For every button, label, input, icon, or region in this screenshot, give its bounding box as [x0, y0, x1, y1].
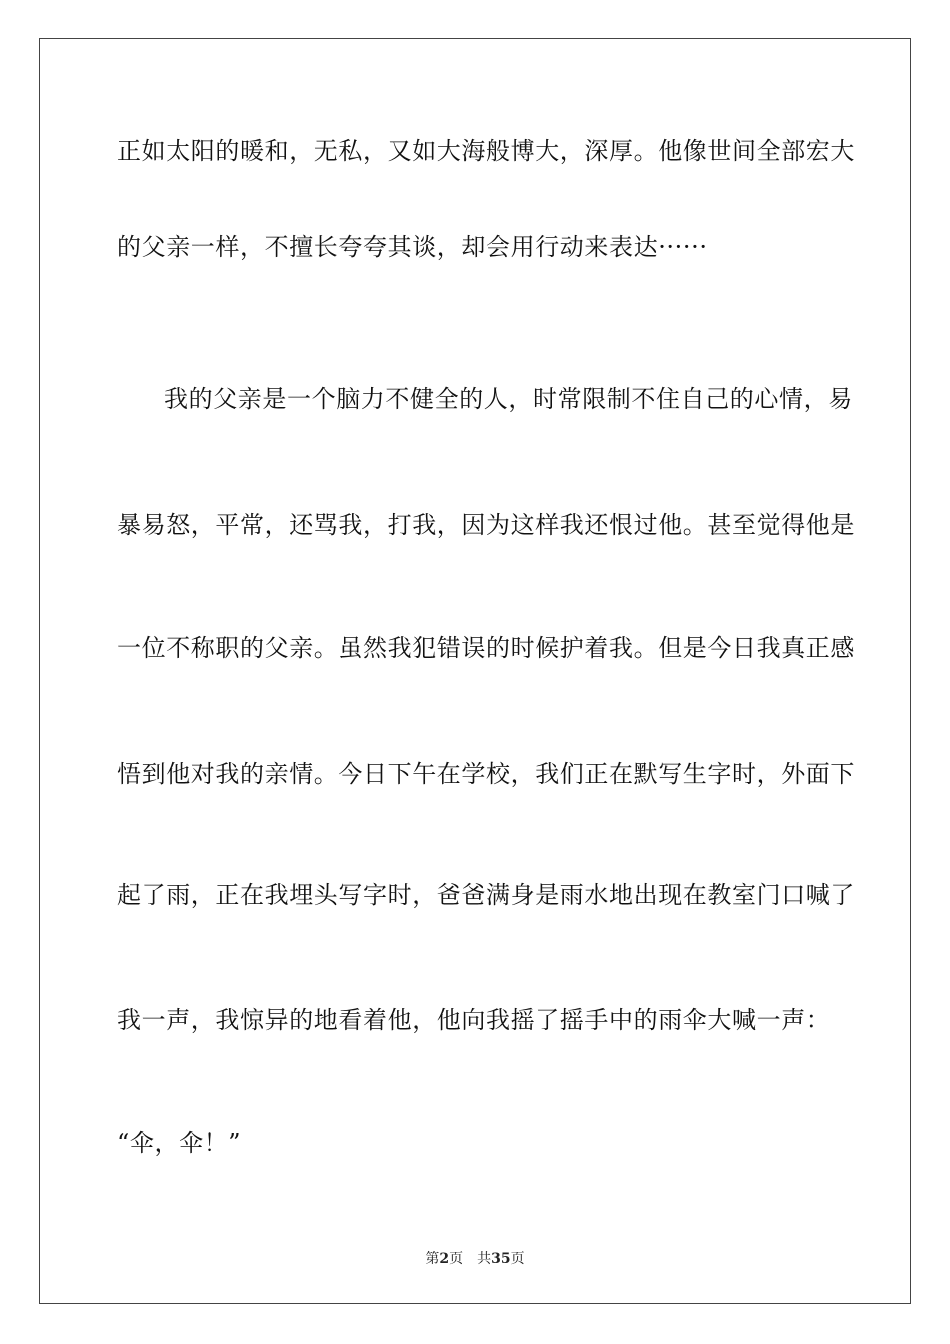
paragraph-line-1: 正如太阳的暖和，无私，又如大海般博大，深厚。他像世间全部宏大	[117, 137, 855, 165]
paragraph-line-9: “伞，伞！”	[117, 1129, 242, 1157]
total-prefix: 共	[477, 1251, 492, 1267]
paragraph-line-8: 我一声，我惊异的地看着他，他向我摇了摇手中的雨伞大喊一声：	[117, 1006, 831, 1034]
paragraph-line-5: 一位不称职的父亲。虽然我犯错误的时候护着我。但是今日我真正感	[117, 634, 855, 662]
paragraph-line-4: 暴易怒，平常，还骂我，打我，因为这样我还恨过他。甚至觉得他是	[117, 511, 855, 539]
total-pages: 35	[491, 1251, 511, 1267]
page-number: 2	[439, 1251, 450, 1267]
page-border	[39, 38, 911, 1304]
page-prefix: 第	[425, 1251, 440, 1267]
total-suffix: 页	[510, 1251, 525, 1267]
paragraph-line-3: 我的父亲是一个脑力不健全的人，时常限制不住自己的心情，易	[164, 385, 853, 413]
paragraph-line-7: 起了雨，正在我埋头写字时，爸爸满身是雨水地出现在教室门口喊了	[117, 881, 855, 909]
page-suffix: 页	[449, 1251, 464, 1267]
paragraph-line-2: 的父亲一样，不擅长夸夸其谈，却会用行动来表达······	[117, 233, 708, 261]
paragraph-line-6: 悟到他对我的亲情。今日下午在学校，我们正在默写生字时，外面下	[117, 760, 855, 788]
page-footer	[0, 1248, 950, 1268]
